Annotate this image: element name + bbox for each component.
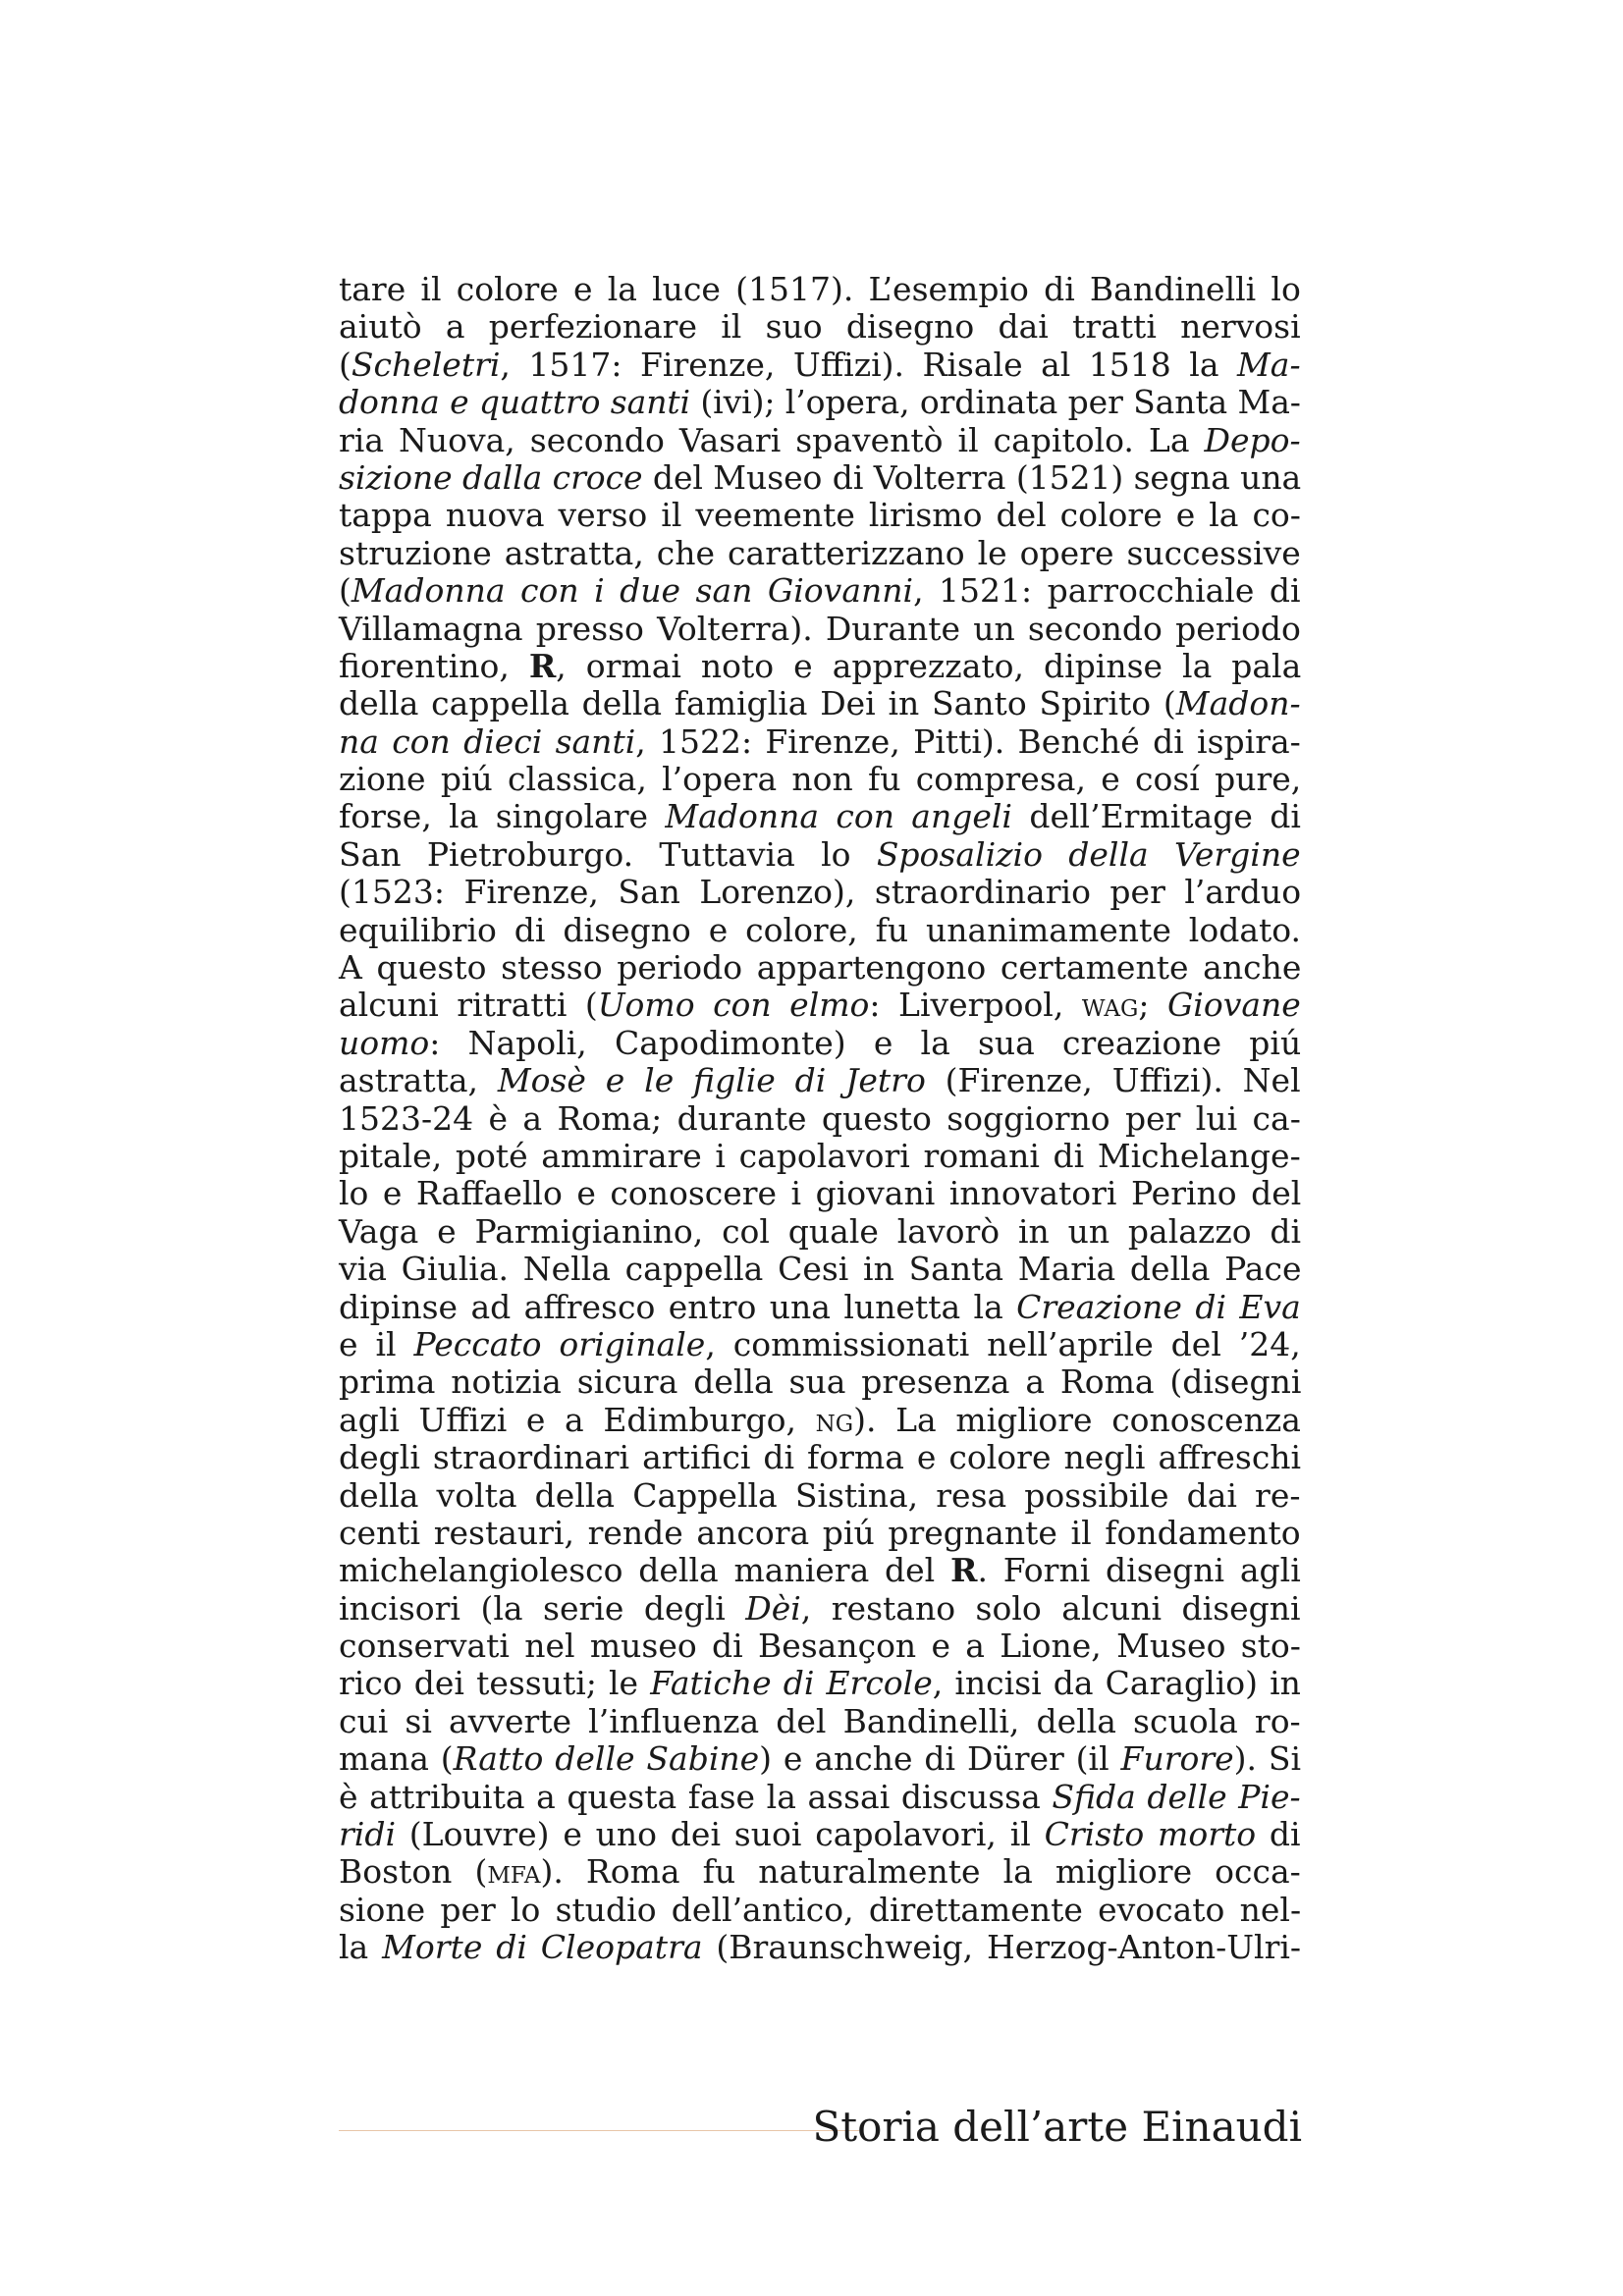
text-segment: del Museo di Volterra (1521) segna una [642,457,1302,497]
text-segment: tappa nuova verso il veemente lirismo del colore e la co- [339,496,1301,535]
footer-rule [339,2130,859,2131]
text-segment: ( [339,345,352,384]
text-segment: , 1522: Firenze, Pitti). Benché di ispira- [635,721,1301,761]
text-segment: Madonna con angeli [665,797,1012,836]
text-segment: : Liverpool, [869,986,1082,1025]
text-line [339,384,1301,421]
text-segment: R [950,1551,978,1590]
text-segment: ng [815,1400,854,1439]
text-line [339,761,1301,798]
text-segment: è attribuita a questa fase la assai discussa [339,1777,1053,1816]
text-segment: (Firenze, Uffizi). Nel [925,1061,1301,1100]
text-segment: conservati nel museo di Besançon e a Lione, Museo sto- [339,1627,1301,1666]
text-line [339,1477,1301,1515]
text-segment: (ivi); l’opera, ordinata per Santa Ma- [689,383,1301,422]
text-segment: incisori (la serie degli [339,1588,746,1628]
text-segment: e il [339,1324,414,1363]
text-line [339,1892,1301,1929]
text-segment: wag [1081,986,1139,1025]
footer-title: Storia dell’arte Einaudi [812,2103,1302,2151]
text-segment: Furore [1120,1739,1234,1779]
text-segment: struzione astratta, che caratterizzano le opere successive [339,533,1301,572]
text-segment: (Braunschweig, Herzog-Anton-Ulri- [702,1928,1302,1967]
text-segment: degli straordinari artifici di forma e colore negli affreschi [339,1438,1302,1477]
text-line [339,1439,1301,1476]
text-segment: , ormai noto e apprezzato, dipinse la pala [556,646,1302,685]
text-segment: ( [339,571,352,611]
text-segment: Scheletri [351,345,501,384]
text-segment: Creazione di Eva [1016,1287,1301,1326]
text-line [339,271,1301,308]
text-segment: ) e anche di Dürer (il [759,1739,1121,1779]
text-segment: Boston ( [339,1852,488,1892]
text-line [339,723,1301,761]
text-segment: , 1517: Firenze, Uffizi). Risale al 1518 la [500,345,1237,384]
text-segment: donna e quattro santi [339,383,690,422]
text-line [339,572,1301,610]
text-segment: Sfida delle Pie- [1052,1777,1301,1816]
text-segment: Fatiche di Ercole [650,1664,933,1703]
text-segment: lo e Raffaello e conoscere i giovani innovatori Perino del [339,1174,1302,1213]
text-line [339,1853,1301,1891]
text-segment: Sposalizio della Vergine [876,834,1301,874]
text-segment: 1523-24 è a Roma; durante questo soggiorno per lui ca- [339,1098,1301,1138]
text-segment: : Napoli, Capodimonte) e la sua creazione piú [429,1023,1302,1062]
text-segment: forse, la singolare [339,797,666,836]
text-line [339,648,1301,685]
text-segment: michelangiolesco della maniera del [339,1551,951,1590]
text-segment: , 1521: parrocchiale di [913,571,1301,611]
text-segment: equilibrio di disegno e colore, fu unanimamente lodato. [339,910,1302,949]
text-segment: zione piú classica, l’opera non fu compresa, e cosí pure, [339,760,1302,799]
text-segment: uomo [339,1023,430,1062]
text-line [339,1740,1301,1778]
text-line [339,1703,1301,1740]
text-segment: pitale, poté ammirare i capolavori romani di Michelange- [339,1136,1301,1175]
text-segment: , restano solo alcuni disegni [800,1588,1301,1628]
text-line [339,1929,1301,1966]
text-line [339,347,1301,384]
text-segment: cui si avverte l’influenza del Bandinelli, della scuola ro- [339,1701,1301,1740]
text-segment: fiorentino, [339,646,529,685]
text-segment: Uomo con elmo [597,986,870,1025]
text-segment: via Giulia. Nella cappella Cesi in Santa Maria della Pace [339,1250,1302,1289]
text-line [339,1326,1301,1363]
text-segment: (1523: Firenze, San Lorenzo), straordinario per l’arduo [339,873,1302,912]
text-segment: , commissionati nell’aprile del ’24, [705,1324,1301,1363]
text-segment: sizione dalla croce [339,457,643,497]
text-line [339,1515,1301,1552]
text-segment: A questo stesso periodo appartengono certamente anche [339,948,1302,988]
text-segment: Ma- [1237,345,1301,384]
text-line [339,1779,1301,1816]
text-line [339,1138,1301,1175]
text-segment: della cappella della famiglia Dei in Santo Spirito ( [339,684,1176,723]
text-segment: ). La migliore conoscenza [853,1400,1301,1439]
text-segment: Mosè e le figlie di Jetro [497,1061,926,1100]
text-segment: ria Nuova, secondo Vasari spaventò il capitolo. La [339,420,1205,459]
text-line [339,874,1301,911]
text-line [339,1213,1301,1251]
text-segment: Giovane [1166,986,1301,1025]
text-line [339,912,1301,949]
text-segment: Depo- [1204,420,1301,459]
text-line [339,1363,1301,1401]
text-line [339,1628,1301,1665]
text-line [339,1025,1301,1062]
text-line [339,497,1301,534]
text-segment: Dèi [745,1588,801,1628]
body-text [339,271,1301,1967]
text-line [339,1665,1301,1702]
text-line [339,685,1301,722]
text-line [339,611,1301,648]
text-segment: mana ( [339,1739,454,1779]
text-segment: na con dieci santi [339,721,636,761]
text-segment: sione per lo studio dell’antico, direttamente evocato nel- [339,1890,1302,1929]
text-segment: Peccato originale [413,1324,706,1363]
text-line [339,1062,1301,1099]
text-segment: Ratto delle Sabine [453,1739,760,1779]
text-segment: ; [1138,986,1167,1025]
text-segment: San Pietroburgo. Tuttavia lo [339,834,877,874]
text-segment: Villamagna presso Volterra). Durante un secondo periodo [339,609,1301,648]
text-line [339,1816,1301,1853]
text-line [339,949,1301,987]
text-line [339,1175,1301,1212]
text-segment: Vaga e Parmigianino, col quale lavorò in un palazzo di [339,1211,1302,1251]
text-segment: aiutò a perfezionare il suo disegno dai tratti nervosi [339,307,1301,347]
text-line [339,459,1301,497]
text-line [339,422,1301,459]
text-segment: , incisi da Caraglio) in [932,1664,1301,1703]
text-segment: Cristo morto [1044,1815,1257,1854]
text-line [339,308,1301,346]
text-segment: R [528,646,557,685]
text-segment: della volta della Cappella Sistina, resa possibile dai re- [339,1475,1301,1515]
text-line [339,1251,1301,1288]
text-line [339,1590,1301,1628]
text-line [339,987,1301,1024]
text-segment: di [1256,1815,1301,1854]
text-segment: ). Roma fu naturalmente la migliore occa- [540,1852,1301,1892]
text-segment: Madon- [1175,684,1301,723]
text-segment: rico dei tessuti; le [339,1664,651,1703]
text-segment: dell’Ermitage di [1011,797,1301,836]
text-line [339,1289,1301,1326]
text-segment: Morte di Cleopatra [382,1928,703,1967]
text-line [339,1100,1301,1138]
text-segment: dipinse ad affresco entro una lunetta la [339,1287,1017,1326]
text-segment: tare il colore e la luce (1517). L’esempio di Bandinelli lo [339,270,1301,308]
text-segment: astratta, [339,1061,498,1100]
text-segment: centi restauri, rende ancora piú pregnante il fondamento [339,1513,1301,1552]
text-segment: mfa [487,1852,541,1892]
text-segment: la [339,1928,383,1967]
text-line [339,836,1301,874]
text-segment: (Louvre) e uno dei suoi capolavori, il [396,1815,1045,1854]
text-line [339,798,1301,835]
text-segment: agli Uffizi e a Edimburgo, [339,1400,816,1439]
text-line [339,1402,1301,1439]
text-line [339,535,1301,572]
text-segment: prima notizia sicura della sua presenza a Roma (disegni [339,1362,1302,1402]
text-segment: ridi [339,1815,397,1854]
text-segment: Madonna con i due san Giovanni [351,571,914,611]
text-segment: . Forni disegni agli [977,1551,1301,1590]
text-segment: alcuni ritratti ( [339,986,598,1025]
text-segment: ). Si [1233,1739,1302,1779]
text-line [339,1552,1301,1589]
